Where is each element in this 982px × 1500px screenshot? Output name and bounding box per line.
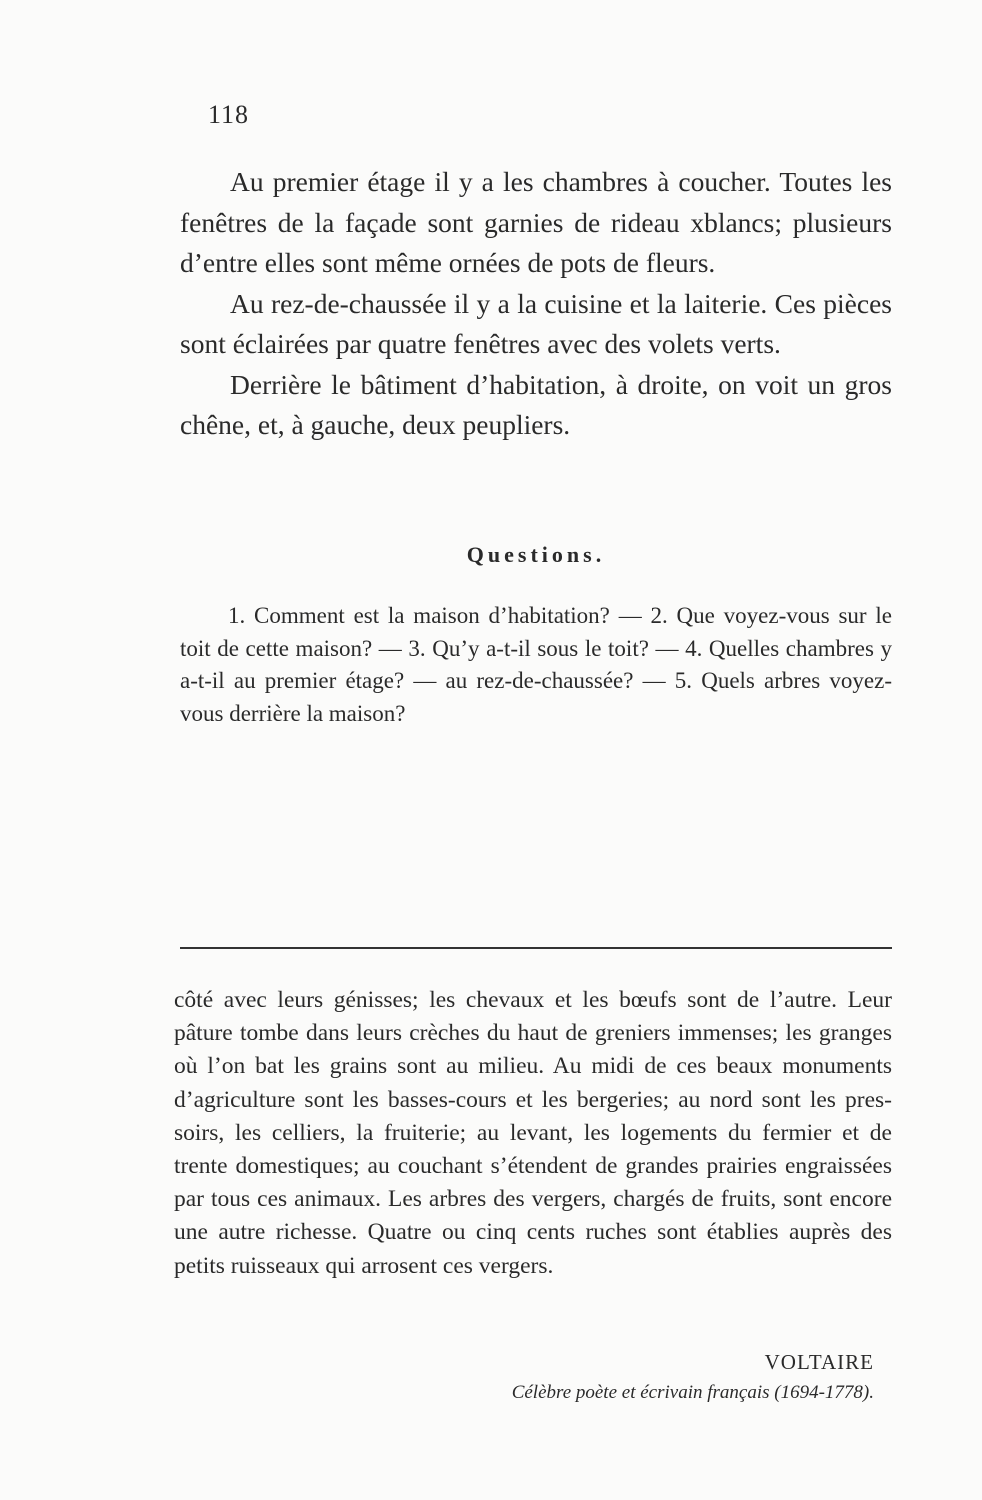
section-divider [180,947,892,949]
author-name: VOLTAIRE [764,1350,874,1374]
questions-heading: Questions. [466,542,606,567]
paragraph-behind-building: Derrière le bâtiment d’habitation, à droite, on voit un gros chêne, et, à gauche, deux peupliers. [180,368,892,440]
paragraph-first-floor: Au premier étage il y a les chambres à coucher. Toutes les fenêtres de la façade sont garnies de rideau xblancs; plusieurs d’entre elles sont même ornées de pots de fleurs. [180,166,892,278]
main-text [180,162,892,446]
questions-text: 1. Comment est la maison d’habitation? — 2. Que voyez-vous sur le toit de cette maison? — 3. Qu’y a-t-il sous le toit? — 4. Quelles chambres y a-t-il au premier étage? — au rez-de-chaussée? — 5. Quels arbres voyez-vous derrière la maison? [180,603,892,726]
paragraph-ground-floor: Au rez-de-chaussée il y a la cuisine et la laiterie. Ces pièces sont éclairées par quatre fenêtres avec des volets verts. [180,287,892,359]
footnote-text: côté avec leurs génisses; les chevaux et les bœufs sont de l’autre. Leur pâture tombe dans leurs crèches du haut de greniers immenses; les granges où l’on bat les grains sont au milieu. Au midi de ces beaux monuments d’agriculture sont les basses-cours et les bergeries; au nord sont les pressoirs, les celliers, la fruiterie; au levant, les logements du fermier et de trente domestiques; au couchant s’étendent de grandes prairies engraissées par tous ces animaux. Les arbres des vergers, chargés de fruits, sont encore une autre richesse. Quatre ou cinq cents ruches sont établies auprès des petits ruisseaux qui arrosent ces vergers. [174,987,892,1279]
author-description: Célèbre poète et écrivain français (1694-1778). [511,1382,874,1403]
page-number: 118 [208,100,250,129]
